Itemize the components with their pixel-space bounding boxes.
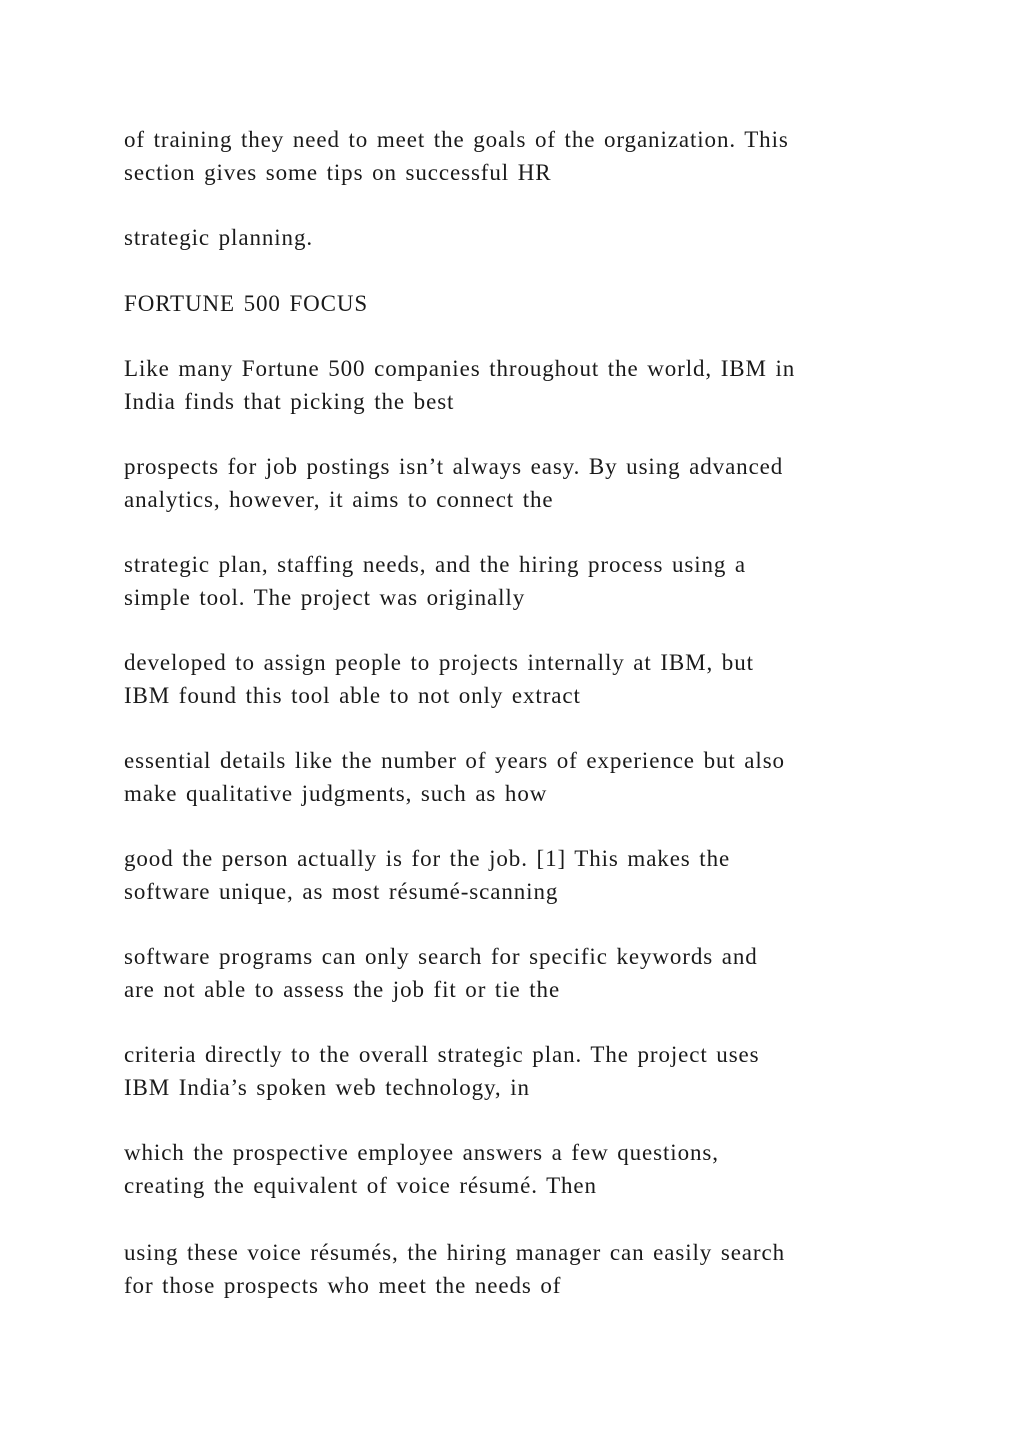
text-line: software unique, as most résumé-scanning [124, 879, 559, 904]
text-line: strategic plan, staffing needs, and the hiring process using a [124, 552, 747, 577]
text-line: are not able to assess the job fit or tie the [124, 977, 561, 1002]
text-line: good the person actually is for the job. [1] This makes the [124, 846, 731, 871]
text-line: IBM India’s spoken web technology, in [124, 1075, 530, 1100]
paragraph-strategic-planning [124, 221, 924, 254]
text-line: section gives some tips on successful HR [124, 160, 552, 185]
text-line: developed to assign people to projects internally at IBM, but [124, 650, 754, 675]
paragraph-software [124, 940, 924, 1006]
paragraph-essential [124, 744, 924, 810]
text-line: which the prospective employee answers a few questions, [124, 1140, 719, 1165]
paragraph-good [124, 842, 924, 908]
paragraph-strategic-plan [124, 548, 924, 614]
paragraph-which [124, 1136, 924, 1202]
paragraph-using [124, 1236, 924, 1302]
text-line: make qualitative judgments, such as how [124, 781, 548, 806]
text-line: criteria directly to the overall strategic plan. The project uses [124, 1042, 760, 1067]
text-line: prospects for job postings isn’t always easy. By using advanced [124, 454, 784, 479]
text-line: Like many Fortune 500 companies throughout the world, IBM in [124, 356, 796, 381]
text-line: India finds that picking the best [124, 389, 455, 414]
text-line: using these voice résumés, the hiring manager can easily search [124, 1240, 785, 1265]
text-line: of training they need to meet the goals of the organization. This [124, 127, 789, 152]
text-line: analytics, however, it aims to connect the [124, 487, 554, 512]
paragraph-criteria [124, 1038, 924, 1104]
text-line: essential details like the number of years of experience but also [124, 748, 785, 773]
paragraph-prospects [124, 450, 924, 516]
text-line: simple tool. The project was originally [124, 585, 526, 610]
section-heading [124, 287, 924, 320]
paragraph-fortune [124, 352, 924, 418]
paragraph-developed [124, 646, 924, 712]
text-line: IBM found this tool able to not only extract [124, 683, 581, 708]
text-line: strategic planning. [124, 225, 313, 250]
text-line: for those prospects who meet the needs of [124, 1273, 562, 1298]
text-line: creating the equivalent of voice résumé. Then [124, 1173, 597, 1198]
text-line: software programs can only search for specific keywords and [124, 944, 758, 969]
heading-line: FORTUNE 500 FOCUS [124, 291, 369, 316]
paragraph-training [124, 123, 924, 189]
